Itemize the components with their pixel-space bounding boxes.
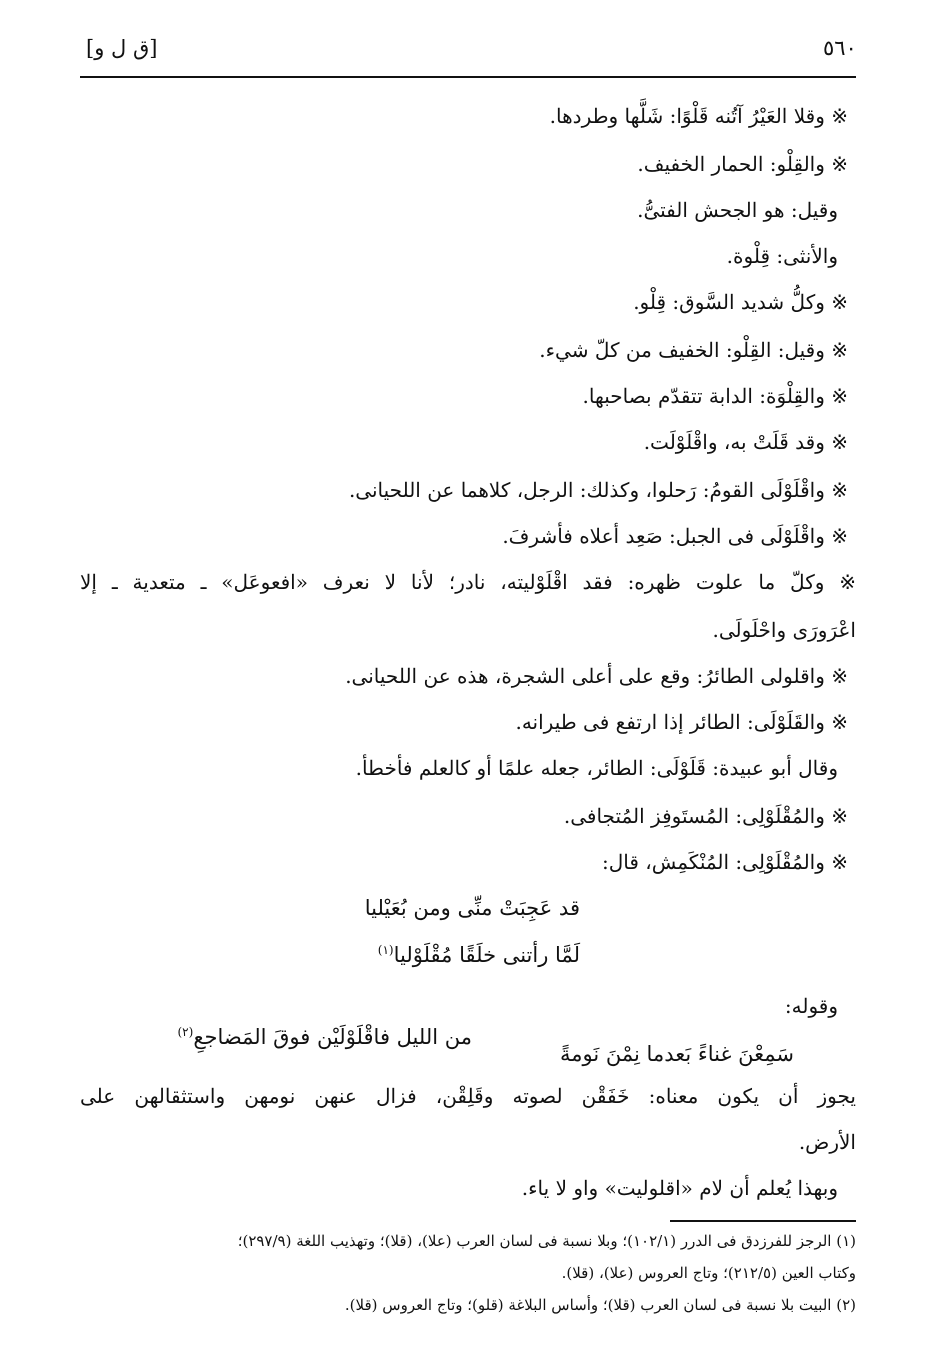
verse-hemistich — [177, 1026, 472, 1048]
text-line: وقيل: هو الجحش الفتىُّ. — [637, 198, 838, 222]
root-label: [ق ل و] — [86, 36, 158, 60]
verse-line — [378, 944, 580, 966]
text-line: ※ وقد قَلَتْ به، واقْلَوْلَت. — [643, 430, 848, 454]
text-line: ※ واقلولى الطائرُ: وقع على أعلى الشجرة، هذه عن اللحيانى. — [345, 664, 848, 688]
footnote: (١) الرجز للفرزدق فى الدرر (١٠٢/١)؛ وبلا نسبة فى لسان العرب (علا)، (قلا)؛ وتهذيب اللغة (٢٩٧/٩)؛ — [237, 1232, 856, 1250]
verse-text: لَمَّا رأتنى خلَقًا مُقْلَوْليا — [393, 943, 580, 967]
text-line: ※ والمُقْلَوْلِى: المُستَوفِز المُتجافى. — [563, 804, 848, 828]
text-line: ※ والقَلَوْلَى: الطائر إذا ارتفع فى طيرانه. — [515, 710, 848, 734]
footnote-mark: (١) — [377, 943, 394, 957]
verse-hemistich: سَمِعْنَ غناءً بَعدما نِمْنَ نَومةً — [560, 1042, 794, 1066]
footnote: (٢) البيت بلا نسبة فى لسان العرب (قلا)؛ وأساس البلاغة (قلو)؛ وتاج العروس (قلا). — [344, 1296, 856, 1314]
text-line: ※ والقِلْوَة: الدابة تتقدّم بصاحبها. — [582, 384, 848, 408]
page-number: ٥٦٠ — [823, 36, 857, 60]
header-rule — [80, 76, 856, 78]
text-line: وقال أبو عبيدة: قَلَوْلَى: الطائر، جعله علمًا أو كالعلم فأخطأ. — [355, 756, 838, 780]
text-line: اعْرَورَى واحْلَولَى. — [712, 618, 856, 642]
text-line: الأرض. — [798, 1130, 856, 1154]
text-line: ※ وكلُّ شديد السَّوق: قِلْو. — [633, 290, 848, 314]
text-line: وبهذا يُعلم أن لام «اقلوليت» واو لا ياء. — [521, 1176, 838, 1200]
text-line: يجوز أن يكون معناه: خَفَقْن لصوته وقَلِقْن، فزال عنهن نومهن واستثقالهن على — [80, 1084, 856, 1108]
text-line: ※ وكلّ ما علوت ظهره: فقد اقْلَوْليته، نادر؛ لأنا لا نعرف «افعوعَل» ـ متعدية ـ إلا — [80, 570, 856, 594]
text-line: ※ والمُقْلَوْلِى: المُنْكَمِش، قال: — [601, 850, 848, 874]
text-line: وقوله: — [784, 994, 838, 1018]
footnote-rule — [670, 1220, 856, 1222]
text-line: ※ وقيل: القِلْو: الخفيف من كلّ شيء. — [539, 338, 848, 362]
text-line: والأنثى: قِلْوة. — [726, 244, 838, 268]
verse-text: من الليل فاقْلَوْلَيْن فوقَ المَضاجعِ — [193, 1025, 472, 1049]
text-line: ※ واقْلَوْلَى فى الجبل: صَعِد أعلاه فأشرفَ. — [502, 524, 848, 548]
footnote-mark: (٢) — [177, 1025, 194, 1039]
text-line: ※ وقلا العَيْرُ آتُنه قَلْوًا: شَلَّها وطردها. — [549, 104, 848, 128]
verse-line: قد عَجِبَتْ منِّى ومن بُعَيْليا — [364, 896, 580, 920]
text-line: ※ واقْلَوْلَى القومُ: رَحلوا، وكذلك: الرجل، كلاهما عن اللحيانى. — [348, 478, 848, 502]
text-line: ※ والقِلْو: الحمار الخفيف. — [637, 152, 848, 176]
footnote: وكتاب العين (٢١٢/٥)؛ وتاج العروس (علا)، (قلا). — [561, 1264, 856, 1282]
